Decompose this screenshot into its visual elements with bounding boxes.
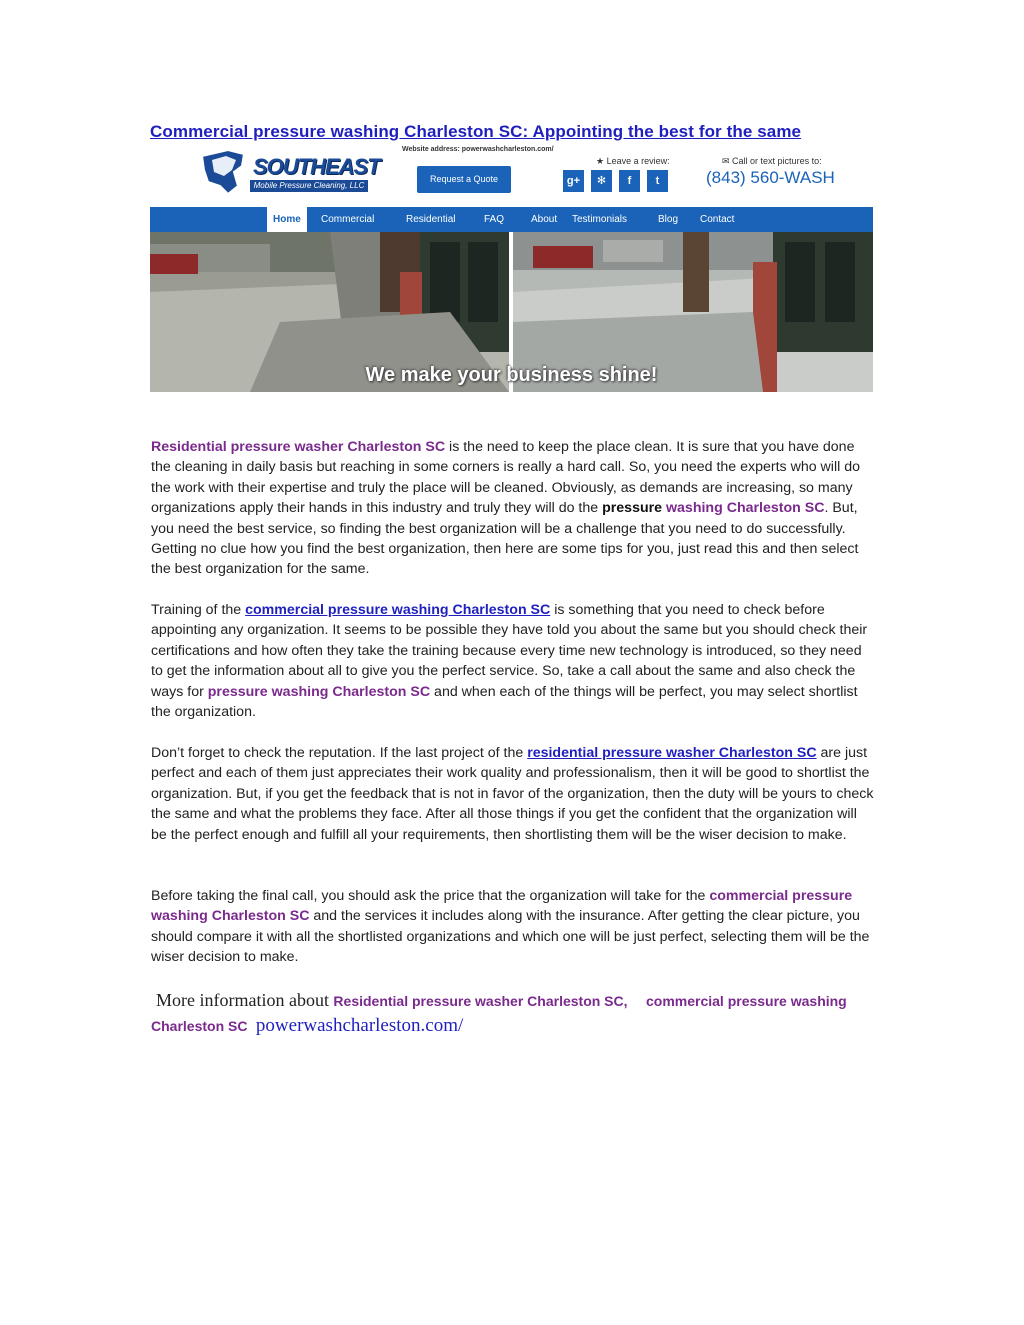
paragraph-text: is something that you need to check before appointing any organization. It seems to be possible they have told you about the same but you should check their certifications and how often they take the training because every time new technology is introduced, so they need to get the information about all to give you the perfect service. So, take a call about the same and also check the ways for bbox=[151, 602, 868, 700]
nav-commercial[interactable]: Commercial bbox=[321, 214, 375, 225]
paragraph-3 bbox=[151, 743, 875, 845]
page-title[interactable]: Commercial pressure washing Charleston SC: Appointing the best for the same bbox=[150, 122, 802, 141]
keyword: pressure washing Charleston SC bbox=[207, 683, 431, 700]
keyword: commercial pressure washing Charleston SC bbox=[151, 993, 847, 1034]
paragraph-text: Don’t forget to check the reputation. If the last project of the bbox=[151, 745, 528, 761]
residential-link[interactable]: residential pressure washer Charleston SC bbox=[527, 745, 817, 761]
hero-tagline: We make your business shine! bbox=[365, 364, 658, 386]
nav-about[interactable]: About bbox=[531, 214, 558, 225]
paragraph-text: . But, you need the best service, so finding the best organization will be a challenge that you need to do successfully. Getting no clue how you find the best organization, then here are some tips for you, just read this and then select the best organization for the same. bbox=[151, 500, 859, 578]
facebook-icon[interactable]: f bbox=[619, 170, 640, 192]
more-information bbox=[151, 988, 875, 1039]
logo-tagline: Mobile Pressure Cleaning, LLC bbox=[250, 180, 368, 192]
paragraph-2 bbox=[151, 600, 875, 722]
nav-residential[interactable]: Residential bbox=[406, 214, 456, 225]
logo-name: SOUTHEAST bbox=[253, 154, 380, 179]
website-address: Website address: powerwashcharleston.com/ bbox=[402, 146, 554, 153]
keyword: Residential pressure washer Charleston SC bbox=[151, 439, 446, 455]
site-nav bbox=[150, 207, 873, 232]
google-plus-icon[interactable]: g+ bbox=[563, 170, 584, 192]
keyword: commercial pressure washing Charleston SC bbox=[151, 888, 853, 925]
keyword: Residential pressure washer Charleston SC, bbox=[333, 993, 628, 1009]
twitter-icon[interactable]: t bbox=[647, 170, 668, 192]
paragraph-4 bbox=[151, 886, 875, 968]
yelp-icon[interactable]: ✻ bbox=[591, 170, 612, 192]
paragraph-1 bbox=[151, 437, 875, 580]
more-info-lead: More information about bbox=[156, 990, 329, 1010]
keyword-bold: pressure bbox=[602, 500, 663, 517]
phone-number: (843) 560-WASH bbox=[706, 168, 835, 187]
call-label: ✉ Call or text pictures to: bbox=[722, 156, 822, 166]
keyword: washing Charleston SC bbox=[666, 500, 825, 517]
paragraph-text: are just perfect and each of them just appreciates their work quality and professionalism, then it will be good to shortlist the organization. But, if you get the feedback that is not in favor of the organization, then the duty will be yours to check the same and what the problems they face. After all those things if you get the confident that the organization will be the perfect enough and fulfill all your requirements, then shortlisting them will be the wiser decision to make. bbox=[151, 745, 874, 843]
nav-home[interactable]: Home bbox=[267, 207, 307, 232]
nav-blog[interactable]: Blog bbox=[658, 214, 679, 225]
paragraph-text: Training of the bbox=[151, 602, 246, 618]
review-label: ★ Leave a review: bbox=[596, 156, 670, 166]
commercial-link[interactable]: commercial pressure washing Charleston SC bbox=[245, 602, 551, 618]
paragraph-text: and when each of the things will be perfect, you may select shortlist the organization. bbox=[151, 683, 858, 721]
southeast-map-icon bbox=[198, 146, 250, 200]
website-header-image bbox=[150, 142, 873, 392]
nav-contact[interactable]: Contact bbox=[700, 214, 735, 225]
company-logo bbox=[198, 146, 380, 200]
website-link[interactable]: powerwashcharleston.com/ bbox=[255, 1015, 464, 1036]
paragraph-text: Before taking the final call, you should ask the price that the organization will take for the bbox=[151, 888, 710, 904]
paragraph-text: is the need to keep the place clean. It is sure that you have done the cleaning in daily basis but reaching in some corners is really a hard call. So, you need the experts who will do the work with their expertise and truly the place will be cleaned. Obviously, as demands are increasing, so many organizations apply their hands in this industry and truly they will do the bbox=[151, 439, 860, 517]
paragraph-text: and the services it includes along with the insurance. After getting the clear picture, you should compare it with all the shortlisted organizations and which one will be just perfect, selecting them will be the wiser decision to make. bbox=[151, 908, 870, 966]
request-quote-button[interactable]: Request a Quote bbox=[417, 166, 511, 193]
nav-testimonials[interactable]: Testimonials bbox=[572, 214, 628, 225]
nav-faq[interactable]: FAQ bbox=[484, 214, 505, 225]
